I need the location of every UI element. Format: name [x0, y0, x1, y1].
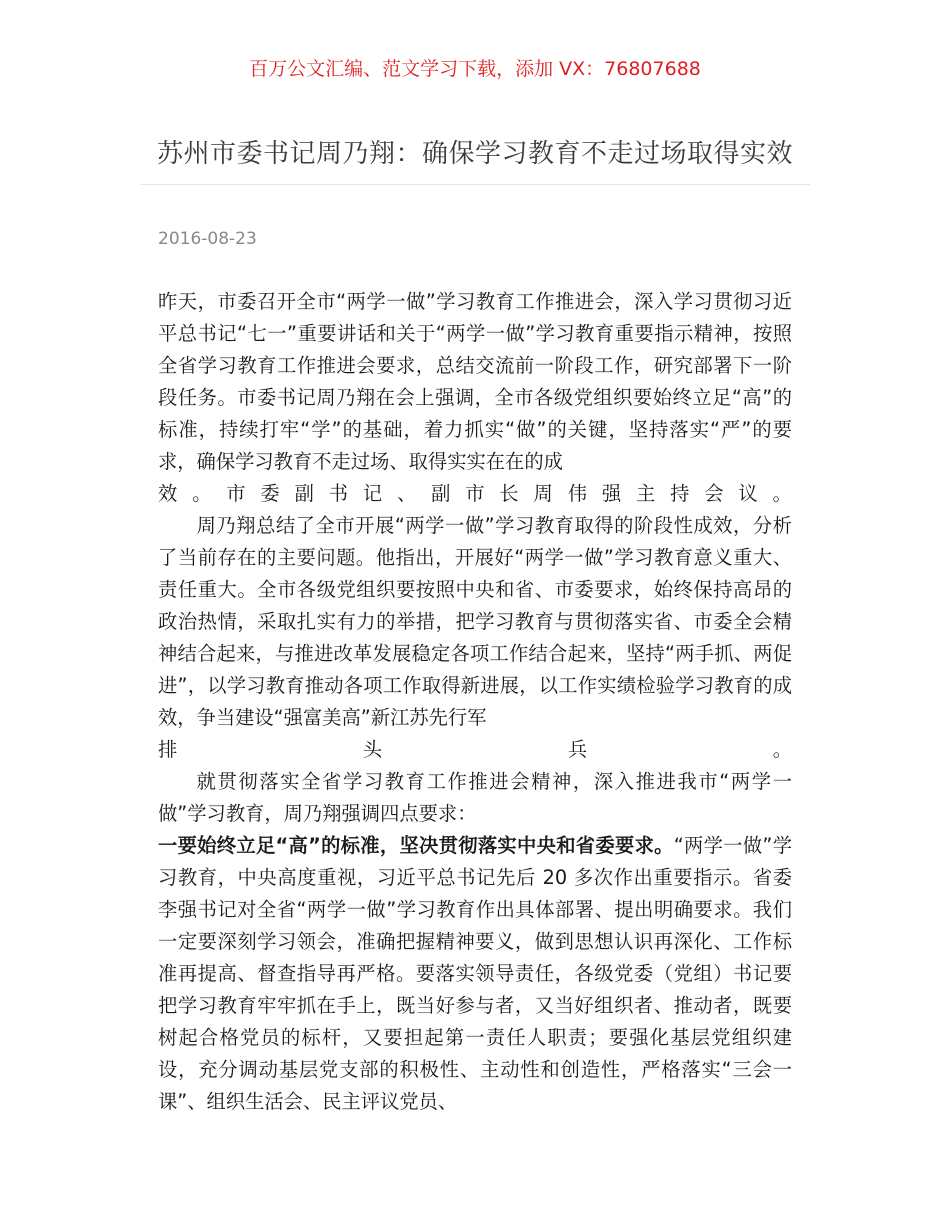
- publish-date: 2016-08-23: [158, 229, 257, 249]
- paragraph-3: 就贯彻落实全省学习教育工作推进会精神，深入推进我市“两学一做”学习教育，周乃翔强调四点要求：: [158, 770, 792, 825]
- paragraph-2-tail: [158, 734, 792, 766]
- tail-char: 副: [431, 482, 451, 505]
- tail-char: 议: [738, 482, 758, 505]
- tail-char: 伟: [567, 482, 587, 505]
- tail-char: 记: [362, 482, 383, 505]
- tail-char: 。: [192, 482, 212, 505]
- tail-char: 兵: [567, 738, 588, 761]
- paragraph-4-lead: 一要始终立足“高”的标准，坚决贯彻落实中央和省委要求。: [158, 834, 674, 857]
- tail-char: 周: [533, 482, 553, 505]
- article-title: 苏州市委书记周乃翔：确保学习教育不走过场取得实效: [156, 139, 793, 169]
- tail-char: 、: [396, 482, 417, 505]
- paragraph-1-tail: [158, 478, 792, 510]
- tail-char: 头: [362, 738, 383, 761]
- tail-char: 长: [499, 482, 519, 505]
- tail-char: 排: [158, 738, 178, 761]
- paragraph-4-body: “两学一做”学习教育，中央高度重视，习近平总书记先后 20 多次作出重要指示。省委李强书记对全省“两学一做”学习教育作出具体部署、提出明确要求。我们一定要深刻学习领会，准确把握精神要义，做到思想认识再深化、工作标准再提高、督查指导再严格。要落实领导责任，各级党委（党组）书记要把学习教育牢牢抓在手上，既当好参与者，又当好组织者、推动者，既要树起合格党员的标杆，又要担起第一责任人职责；要强化基层党组织建设，充分调动基层党支部的积极性、主动性和创造性，严格落实“三会一课”、组织生活会、民主评议党员、: [158, 834, 792, 1113]
- tail-char: 。: [772, 482, 792, 505]
- tail-char: 效: [158, 482, 178, 505]
- paragraph-2: 周乃翔总结了全市开展“两学一做”学习教育取得的阶段性成效，分析了当前存在的主要问题。他指出，开展好“两学一做”学习教育意义重大、责任重大。全市各级党组织要按照中央和省、市委要求，始终保持高昂的政治热情，采取扎实有力的举措，把学习教育与贯彻落实省、市委全会精神结合起来，与推进改革发展稳定各项工作结合起来，坚持“两手抓、两促进”，以学习教育推动各项工作取得新进展，以工作实绩检验学习教育的成效，争当建设“强富美高”新江苏先行军: [158, 514, 792, 729]
- tail-char: 强: [601, 482, 622, 505]
- tail-char: 。: [772, 738, 792, 761]
- tail-char: 市: [465, 482, 485, 505]
- tail-char: 会: [704, 482, 724, 505]
- paragraph-1: 昨天，市委召开全市“两学一做”学习教育工作推进会，深入学习贯彻习近平总书记“七一”重要讲话和关于“两学一做”学习教育重要指示精神，按照全省学习教育工作推进会要求，总结交流前一阶段工作，研究部署下一阶段任务。市委书记周乃翔在会上强调，全市各级党组织要始终立足“高”的标准，持续打牢“学”的基础，着力抓实“做”的关键，坚持落实“严”的要求，确保学习教育不走过场、取得实实在在的成: [158, 290, 792, 473]
- tail-char: 持: [670, 482, 690, 505]
- tail-char: 书: [328, 482, 348, 505]
- tail-char: 市: [226, 482, 246, 505]
- paragraph-4: [158, 830, 792, 1118]
- tail-char: 副: [294, 482, 314, 505]
- title-divider: [140, 184, 810, 185]
- download-banner: 百万公文汇编、范文学习下载，添加 VX：76807688: [249, 58, 701, 80]
- tail-char: 主: [635, 482, 656, 505]
- tail-char: 委: [260, 482, 280, 505]
- article-body: [158, 286, 792, 1118]
